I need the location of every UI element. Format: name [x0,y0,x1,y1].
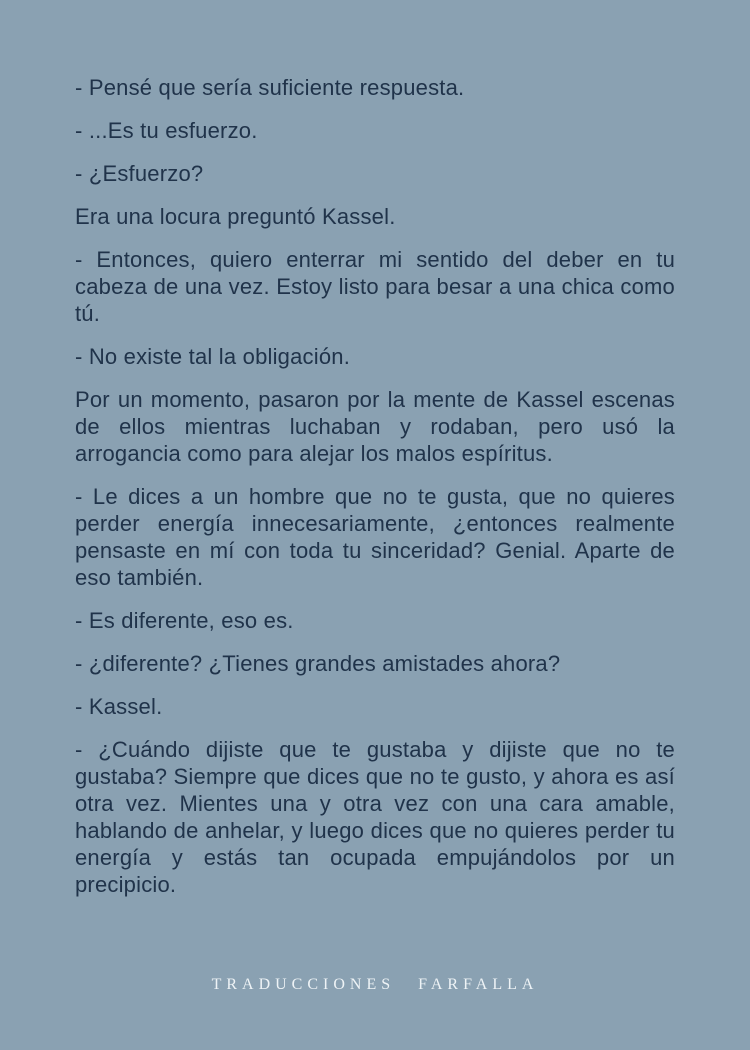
paragraph-dialogue-4: - Entonces, quiero enterrar mi sentido del deber en tu cabeza de una vez. Estoy listo para besar a una chica como tú. [75,247,675,326]
paragraph-dialogue-6: - Le dices a un hombre que no te gusta, que no quieres perder energía innecesariamente, ¿entonces realmente pensaste en mí con toda tu sinceridad? Genial. Aparte de eso también. [75,484,675,590]
translator-credit-label: TRADUCCIONES FARFALLA [211,976,539,993]
paragraph-dialogue-1: - Pensé que sería suficiente respuesta. [75,75,465,100]
paragraph-dialogue-10: - ¿Cuándo dijiste que te gustaba y dijiste que no te gustaba? Siempre que dices que no te gusto, y ahora es así otra vez. Mientes una y otra vez con una cara amable, hablando de anhelar, y luego dices que no quieres perder tu energía y estás tan ocupada empujándolos por un precipicio. [75,737,675,897]
paragraph-dialogue-7: - Es diferente, eso es. [75,608,294,633]
paragraph-dialogue-8: - ¿diferente? ¿Tienes grandes amistades ahora? [75,651,561,676]
paragraph-narration-1: Era una locura preguntó Kassel. [75,204,396,229]
paragraph-narration-2: Por un momento, pasaron por la mente de Kassel escenas de ellos mientras luchaban y rodaban, pero usó la arrogancia como para alejar los malos espíritus. [75,387,675,466]
paragraph-dialogue-9: - Kassel. [75,694,163,719]
paragraph-dialogue-2: - ...Es tu esfuerzo. [75,118,258,143]
dialogue-text-block [75,74,675,898]
paragraph-dialogue-3: - ¿Esfuerzo? [75,161,204,186]
translator-credit [75,976,675,994]
paragraph-dialogue-5: - No existe tal la obligación. [75,344,351,369]
